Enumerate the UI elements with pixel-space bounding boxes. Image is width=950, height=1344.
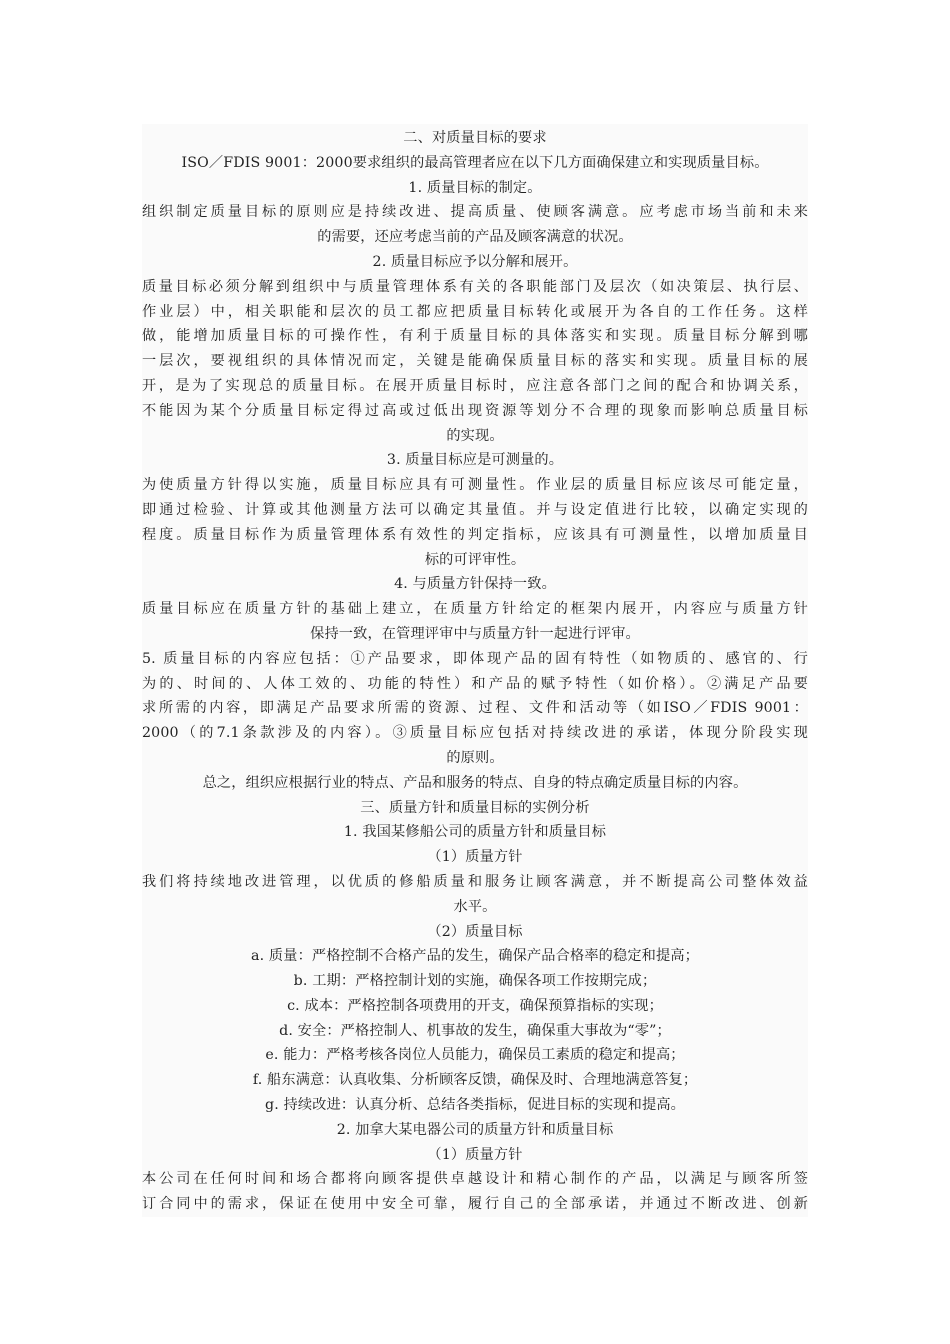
sub-heading: （1）质量方针: [427, 849, 523, 866]
list-item: d. 安全：严格控制人、机事故的发生，确保重大事故为“零”；: [279, 1022, 671, 1039]
list-item: b. 工期：严格控制计划的实施，确保各项工作按期完成；: [293, 973, 657, 990]
paragraph-line: 组织制定质量目标的原则应是持续改进、提高质量、使顾客满意。应考虑市场当前和未来: [142, 204, 808, 221]
section-heading: 三、质量方针和质量目标的实例分析: [360, 799, 590, 816]
paragraph-line: 不能因为某个分质量目标定得过高或过低出现资源等划分不合理的现象而影响总质量目标: [142, 402, 808, 419]
paragraph-line: 质量目标必须分解到组织中与质量管理体系有关的各职能部门及层次（如决策层、执行层、: [142, 278, 808, 295]
paragraph-line: 标的可评审性。: [424, 551, 526, 568]
item-heading: 2. 加拿大某电器公司的质量方针和质量目标: [336, 1121, 614, 1138]
item-heading: 3. 质量目标应是可测量的。: [386, 452, 564, 469]
sub-heading: （2）质量目标: [427, 923, 523, 940]
paragraph-line: 总之，组织应根据行业的特点、产品和服务的特点、自身的特点确定质量目标的内容。: [202, 774, 748, 791]
item-heading: 1. 质量目标的制定。: [408, 179, 542, 196]
paragraph-line: 质量目标应在质量方针的基础上建立，在质量方针给定的框架内展开，内容应与质量方针: [142, 601, 808, 618]
list-item: g. 持续改进：认真分析、总结各类指标，促进目标的实现和提高。: [264, 1097, 685, 1114]
list-item: c. 成本：严格控制各项费用的开支，确保预算指标的实现；: [287, 997, 663, 1014]
paragraph-line: 的原则。: [446, 749, 504, 766]
paragraph-line: 的实现。: [446, 427, 504, 444]
paragraph-line: 为的、时间的、人体工效的、功能的特性）和产品的赋予特性（如价格）。②满足产品要: [142, 675, 808, 692]
paragraph-line: 水平。: [453, 898, 497, 915]
text-block: [142, 124, 808, 1217]
paragraph-line: 保持一致，在管理评审中与质量方针一起进行评审。: [310, 625, 640, 642]
list-item: f. 船东满意：认真收集、分析顾客反馈，确保及时、合理地满意答复；: [252, 1072, 698, 1089]
paragraph-line: 为使质量方针得以实施，质量目标应具有可测量性。作业层的质量目标应该尽可能定量，: [142, 477, 808, 494]
paragraph-line: 作业层）中，相关职能和层次的员工都应把质量目标转化或展开为各自的工作任务。这样: [142, 303, 808, 320]
paragraph-line: 5. 质量目标的内容应包括：①产品要求，即体现产品的固有特性（如物质的、感官的、行: [142, 650, 808, 667]
paragraph-line: 本公司在任何时间和场合都将向顾客提供卓越设计和精心制作的产品，以满足与顾客所签: [142, 1171, 808, 1188]
paragraph-line: 求所需的内容，即满足产品要求所需的资源、过程、文件和活动等（如ISO／FDIS 9001：: [142, 700, 808, 717]
paragraph-line: 做，能增加质量目标的可操作性，有利于质量目标的具体落实和实现。质量目标分解到哪: [142, 328, 808, 345]
item-heading: 2. 质量目标应予以分解和展开。: [372, 253, 578, 270]
list-item: e. 能力：严格考核各岗位人员能力，确保员工素质的稳定和提高；: [265, 1047, 685, 1064]
section-heading: 二、对质量目标的要求: [403, 130, 547, 146]
document-body: [142, 124, 808, 1217]
sub-heading: （1）质量方针: [427, 1146, 523, 1163]
paragraph-line: 程度。质量目标作为质量管理体系有效性的判定指标，应该具有可测量性，以增加质量目: [142, 526, 808, 543]
paragraph-line: 开，是为了实现总的质量目标。在展开质量目标时，应注意各部门之间的配合和协调关系，: [142, 377, 808, 394]
list-item: a. 质量：严格控制不合格产品的发生，确保产品合格率的稳定和提高；: [250, 948, 700, 965]
item-heading: 1. 我国某修船公司的质量方针和质量目标: [343, 824, 607, 841]
paragraph-line: 即通过检验、计算或其他测量方法可以确定其量值。并与设定值进行比较，以确定实现的: [142, 501, 808, 518]
paragraph-line: 的需要，还应考虑当前的产品及顾客满意的状况。: [317, 229, 633, 246]
paragraph-line: 订合同中的需求，保证在使用中安全可靠，履行自己的全部承诺，并通过不断改进、创新: [142, 1196, 808, 1213]
paragraph-line: 2000（的7.1条款涉及的内容）。③质量目标应包括对持续改进的承诺，体现分阶段实现: [142, 725, 808, 742]
paragraph-line: 我们将持续地改进管理，以优质的修船质量和服务让顾客满意，并不断提高公司整体效益: [142, 873, 808, 890]
paragraph-line: 一层次，要视组织的具体情况而定，关键是能确保质量目标的落实和实现。质量目标的展: [142, 353, 808, 370]
paragraph-line: ISO／FDIS 9001：2000要求组织的最高管理者应在以下几方面确保建立和实现质量目标。: [181, 154, 769, 171]
item-heading: 4. 与质量方针保持一致。: [394, 576, 556, 593]
